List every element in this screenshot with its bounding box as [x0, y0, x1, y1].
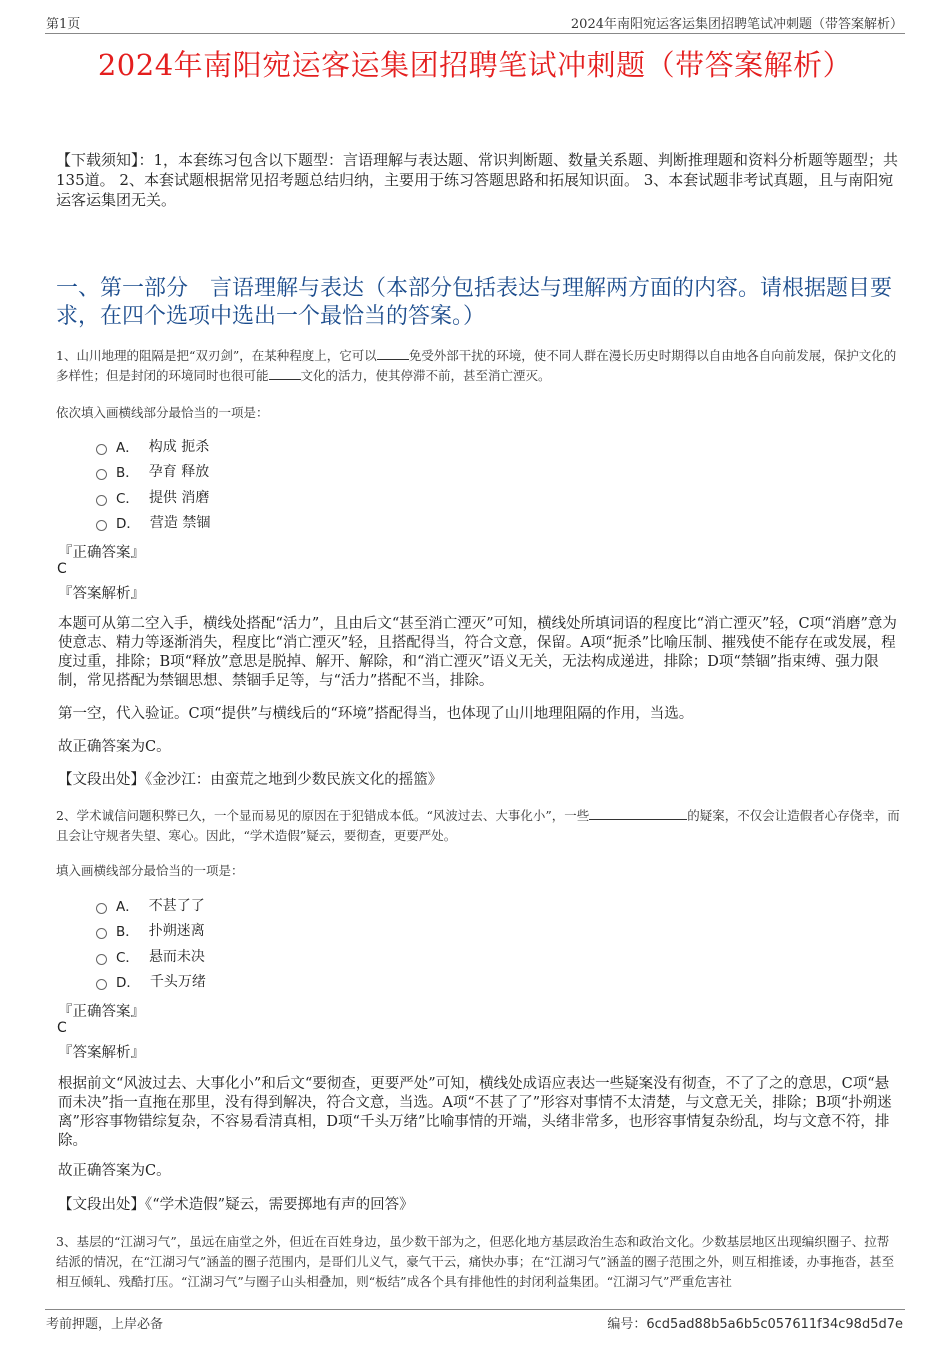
radio-icon[interactable] — [96, 520, 107, 531]
option-letter: C． — [116, 950, 139, 966]
question-2-source: 【文段出处】《“学术造假”疑云，需要掷地有声的回答》 — [58, 1197, 414, 1213]
option-text: 构成 扼杀 — [148, 439, 210, 455]
option-text: 营造 禁锢 — [149, 515, 211, 531]
question-2-blank — [589, 807, 687, 820]
footer-doc-id — [607, 1313, 903, 1332]
page-title: 2024年南阳宛运客运集团招聘笔试冲刺题（带答案解析） — [97, 48, 853, 82]
question-1-analysis-paragraph-3: 故正确答案为C。 — [58, 739, 171, 755]
question-2-option-a[interactable] — [96, 894, 205, 916]
radio-icon[interactable] — [96, 928, 107, 939]
question-2-option-c[interactable] — [96, 945, 205, 967]
question-1-text-a: 1、山川地理的阻隔是把“双刃剑”，在某种程度上，它可以 — [56, 348, 377, 363]
question-2-answer: C — [57, 1020, 67, 1036]
option-letter: B． — [116, 465, 139, 481]
option-letter: D． — [116, 516, 140, 532]
radio-icon[interactable] — [96, 444, 107, 455]
radio-icon[interactable] — [96, 469, 107, 480]
question-1-option-c[interactable] — [96, 486, 209, 508]
option-letter: A． — [116, 899, 139, 915]
question-1-analysis-label: 『答案解析』 — [58, 586, 145, 602]
question-1-correct-label: 『正确答案』 — [58, 545, 145, 561]
radio-icon[interactable] — [96, 954, 107, 965]
question-2-text-a: 2、学术诚信问题积弊已久，一个显而易见的原因在于犯错成本低。“风波过去、大事化小”，一些 — [56, 808, 590, 823]
question-1-option-b[interactable] — [96, 460, 209, 482]
header-doc-title: 2024年南阳宛运客运集团招聘笔试冲刺题（带答案解析） — [570, 17, 903, 32]
question-1-prompt: 依次填入画横线部分最恰当的一项是： — [56, 405, 269, 420]
option-text: 提供 消磨 — [148, 490, 210, 506]
question-2-analysis-label: 『答案解析』 — [58, 1045, 145, 1061]
option-text: 扑朔迷离 — [148, 923, 205, 939]
download-notice: 【下载须知】：1，本套练习包含以下题型：言语理解与表达题、常识判断题、数量关系题、判断推理题和资料分析题等题型；共135道。 2、本套试题根据常见招考题总结归纳，主要用于练习答题思路和拓展知识面。 3、本套试题非考试真题，且与南阳宛运客运集团无关。 — [56, 151, 899, 209]
question-1-blank-1 — [377, 347, 409, 360]
question-2-option-b[interactable] — [96, 919, 205, 941]
question-2-correct-label: 『正确答案』 — [58, 1004, 145, 1020]
option-letter: B． — [116, 924, 139, 940]
question-2-analysis-paragraph-2: 故正确答案为C。 — [58, 1163, 171, 1179]
option-text: 不甚了了 — [148, 898, 205, 914]
question-2-text-b: 的疑案，不仅会让造假者心存侥幸，而且会让守规者失望、寒心。因此，“学术造假”疑云，要彻查，更要严处。 — [56, 808, 900, 843]
option-letter: C． — [116, 491, 139, 507]
option-text: 千头万绪 — [149, 974, 206, 990]
footer-rule — [45, 1309, 905, 1310]
radio-icon[interactable] — [96, 495, 107, 506]
option-letter: A． — [116, 440, 139, 456]
question-2-prompt: 填入画横线部分最恰当的一项是： — [56, 863, 244, 878]
question-1-analysis-paragraph-2: 第一空，代入验证。C项“提供”与横线后的“环境”搭配得当，也体现了山川地理阻隔的作用，当选。 — [58, 706, 694, 722]
radio-icon[interactable] — [96, 979, 107, 990]
question-1-answer: C — [57, 561, 67, 577]
footer-slogan: 考前押题，上岸必备 — [46, 1317, 164, 1332]
option-letter: D． — [116, 975, 140, 991]
question-1-blank-2 — [269, 367, 301, 380]
question-1-option-d[interactable] — [96, 511, 210, 533]
question-1-source: 【文段出处】《金沙江：由蛮荒之地到少数民族文化的摇篮》 — [58, 772, 443, 788]
radio-icon[interactable] — [96, 903, 107, 914]
question-3-text: 3、基层的“江湖习气”，虽远在庙堂之外，但近在百姓身边，虽少数干部为之，但恶化地方基层政治生态和政治文化。少数基层地区出现编织圈子、拉帮结派的情况，在“江湖习气”涵盖的圈子范围内，是哥们儿义气，豪气干云，痛快办事；在“江湖习气”涵盖的圈子范围之外，则互相推诿，办事拖沓，甚至相互倾轧、残酷打压。“江湖习气”与圈子山头相叠加，则“板结”成各个具有排他性的封闭利益集团。“江湖习气”严重危害社 — [56, 1234, 895, 1289]
question-1-analysis-paragraph-1: 本题可从第二空入手，横线处搭配“活力”，且由后文“甚至消亡湮灭”可知，横线处所填词语的程度比“消亡湮灭”轻，C项“消磨”意为使意志、精力等逐渐消失，程度比“消亡湮灭”轻，且搭配得当，符合文意，保留。A项“扼杀”比喻压制、摧残使不能存在或发展，程度过重，排除；B项“释放”意思是脱掉、解开、解除，和“消亡湮灭”语义无关，无法构成递进，排除；D项“禁锢”指束缚、强力限制，常见搭配为禁锢思想、禁锢手足等，与“活力”搭配不当，排除。 — [58, 616, 897, 689]
question-1-text — [56, 346, 901, 386]
section-heading: 一、第一部分 言语理解与表达（本部分包括表达与理解两方面的内容。请根据题目要求，在四个选项中选出一个最恰当的答案。） — [56, 276, 893, 329]
option-text: 悬而未决 — [148, 949, 205, 965]
question-1-option-a[interactable] — [96, 435, 209, 457]
footer-id-code: 6cd5ad88b5a6b5c057611f34c98d5d7e — [646, 1317, 903, 1332]
header-rule — [45, 33, 905, 34]
question-1-text-b: 免受外部干扰的环境，使不同人群在漫长历史时期得以自由地各自向前发展，保护文化的多样性；但是封闭的环境同时也很可能 — [56, 348, 897, 383]
question-1-text-c: 文化的活力，使其停滞不前，甚至消亡湮灭。 — [300, 368, 551, 383]
option-text: 孕育 释放 — [148, 464, 210, 480]
question-2-text — [56, 806, 901, 846]
question-2-analysis-paragraph-1: 根据前文“风波过去、大事化小”和后文“要彻查，更要严处”可知，横线处成语应表达一些疑案没有彻查，不了了之的意思，C项“悬而未决”指一直拖在那里，没有得到解决，符合文意，当选。A项“不甚了了”形容对事情不太清楚，与文意无关，排除；B项“扑朔迷离”形容事物错综复杂，不容易看清真相，D项“千头万绪”比喻事情的开端，头绪非常多，也形容事情复杂纷乱，均与文意不符，排除。 — [58, 1076, 892, 1149]
question-2-option-d[interactable] — [96, 970, 206, 992]
header-page-number: 第1页 — [46, 17, 81, 32]
footer-id-label: 编号： — [607, 1317, 647, 1332]
